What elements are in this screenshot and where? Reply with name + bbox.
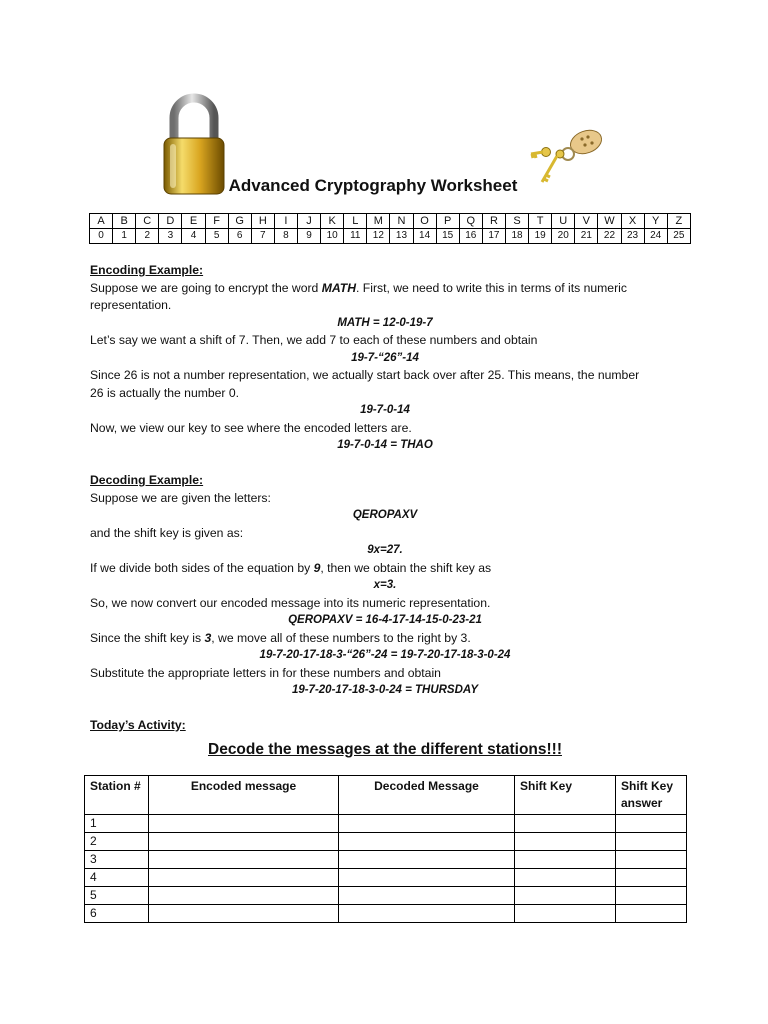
text-segment: If we divide both sides of the equation by (90, 560, 314, 575)
station-number-cell: 2 (85, 833, 149, 851)
alphabet-letter-cell: E (182, 214, 205, 229)
shift-key-cell[interactable] (515, 905, 616, 923)
encoded-message-cell[interactable] (149, 815, 339, 833)
decoding-equation-2: 9x=27. (367, 544, 403, 556)
table-row (85, 887, 687, 905)
alphabet-letter-cell: Q (459, 214, 482, 229)
decoding-paragraph-3 (90, 560, 680, 578)
alphabet-letter-cell: S (505, 214, 528, 229)
word-math: MATH (321, 280, 357, 295)
alphabet-letter-cell: B (113, 214, 136, 229)
worksheet-content (90, 262, 680, 765)
table-row (85, 869, 687, 887)
station-number-cell: 6 (85, 905, 149, 923)
decoding-paragraph-2: and the shift key is given as: (90, 525, 244, 540)
header-shift-key: Shift Key (515, 776, 616, 815)
alphabet-number-cell: 24 (644, 229, 667, 244)
worksheet-title: Advanced Cryptography Worksheet (228, 176, 518, 195)
decoding-equation-4: QEROPAXV = 16-4-17-14-15-0-23-21 (288, 614, 482, 626)
station-number-cell: 3 (85, 851, 149, 869)
station-number-cell: 5 (85, 887, 149, 905)
alphabet-numbers-row (90, 229, 691, 244)
encoding-equation-3: 19-7-0-14 (360, 404, 410, 416)
alphabet-number-cell: 15 (436, 229, 459, 244)
shift-key-cell[interactable] (515, 851, 616, 869)
alphabet-letter-cell: K (321, 214, 344, 229)
decoding-equation-5: 19-7-20-17-18-3-“26”-24 = 19-7-20-17-18-3-0-24 (259, 649, 511, 661)
station-number-cell: 4 (85, 869, 149, 887)
alphabet-letter-cell: Y (644, 214, 667, 229)
encoding-paragraph-3-cont: 26 is actually the number 0. (90, 385, 240, 400)
decoding-paragraph-4: So, we now convert our encoded message into its numeric representation. (90, 595, 491, 610)
header-station: Station # (85, 776, 149, 815)
alphabet-number-cell: 23 (621, 229, 644, 244)
alphabet-number-cell: 3 (159, 229, 182, 244)
alphabet-number-cell: 5 (205, 229, 228, 244)
alphabet-letters-row (90, 214, 691, 229)
decoding-heading: Decoding Example: (90, 473, 204, 487)
shift-key-cell[interactable] (515, 887, 616, 905)
decoding-equation-3: x=3. (373, 579, 397, 591)
encoding-paragraph-1 (90, 280, 680, 298)
stations-table (84, 775, 687, 923)
alphabet-letter-cell: W (598, 214, 621, 229)
shift-key-answer-cell[interactable] (616, 833, 687, 851)
encoded-message-cell[interactable] (149, 905, 339, 923)
decoded-message-cell[interactable] (339, 815, 515, 833)
text-segment: . First, we need to write this in terms of its numeric (356, 280, 627, 295)
decoding-equation-1: QEROPAXV (352, 509, 418, 521)
encoding-paragraph-2: Let’s say we want a shift of 7. Then, we add 7 to each of these numbers and obtain (90, 333, 538, 347)
shift-key-answer-cell[interactable] (616, 851, 687, 869)
decoded-message-cell[interactable] (339, 887, 515, 905)
decoded-message-cell[interactable] (339, 833, 515, 851)
activity-subheading: Decode the messages at the different stations!!! (208, 740, 562, 758)
alphabet-letter-cell: U (552, 214, 575, 229)
shift-key-cell[interactable] (515, 815, 616, 833)
encoding-paragraph-3: Since 26 is not a number representation, we actually start back over after 25. This means, the number (90, 368, 640, 382)
alphabet-letter-cell: C (136, 214, 159, 229)
alphabet-number-cell: 7 (251, 229, 274, 244)
encoding-equation-1: MATH = 12-0-19-7 (337, 316, 433, 329)
shift-key-answer-cell[interactable] (616, 869, 687, 887)
alphabet-number-cell: 16 (459, 229, 482, 244)
shift-key-answer-cell[interactable] (616, 905, 687, 923)
alphabet-number-cell: 2 (136, 229, 159, 244)
encoding-paragraph-1-cont: representation. (90, 298, 172, 312)
activity-heading: Today’s Activity: (90, 718, 186, 732)
station-number-cell: 1 (85, 815, 149, 833)
table-row (85, 851, 687, 869)
decoding-paragraph-1: Suppose we are given the letters: (90, 490, 271, 505)
number-three: 3 (204, 630, 212, 645)
decoding-paragraph-5 (90, 630, 680, 648)
text-segment: Suppose we are going to encrypt the word (90, 280, 322, 295)
text-segment: , then we obtain the shift key as (320, 560, 492, 575)
alphabet-number-cell: 1 (113, 229, 136, 244)
alphabet-number-cell: 19 (529, 229, 552, 244)
alphabet-number-cell: 10 (321, 229, 344, 244)
alphabet-number-cell: 8 (274, 229, 297, 244)
alphabet-number-cell: 9 (297, 229, 320, 244)
alphabet-number-cell: 20 (552, 229, 575, 244)
alphabet-letter-cell: M (367, 214, 390, 229)
alphabet-letter-cell: F (205, 214, 228, 229)
alphabet-letter-cell: L (344, 214, 367, 229)
encoded-message-cell[interactable] (149, 833, 339, 851)
decoded-message-cell[interactable] (339, 851, 515, 869)
encoding-equation-2: 19-7-“26”-14 (351, 351, 419, 364)
decoding-paragraph-6: Substitute the appropriate letters in for these numbers and obtain (90, 665, 441, 680)
alphabet-number-cell: 14 (413, 229, 436, 244)
number-nine: 9 (313, 560, 321, 575)
encoding-paragraph-4: Now, we view our key to see where the encoded letters are. (90, 420, 412, 435)
alphabet-letter-cell: N (390, 214, 413, 229)
text-segment: , we move all of these numbers to the right by 3. (211, 630, 471, 645)
alphabet-number-cell: 0 (90, 229, 113, 244)
decoded-message-cell[interactable] (339, 905, 515, 923)
table-row (85, 905, 687, 923)
alphabet-number-cell: 11 (344, 229, 367, 244)
spacer (90, 700, 680, 718)
alphabet-number-cell: 4 (182, 229, 205, 244)
alphabet-number-cell: 25 (667, 229, 690, 244)
alphabet-letter-cell: J (297, 214, 320, 229)
shift-key-answer-cell[interactable] (616, 815, 687, 833)
header-shift-key-answer: Shift Key answer (616, 776, 687, 815)
alphabet-letter-cell: X (621, 214, 644, 229)
encoded-message-cell[interactable] (149, 851, 339, 869)
alphabet-number-cell: 17 (482, 229, 505, 244)
alphabet-letter-cell: V (575, 214, 598, 229)
alphabet-letter-cell: P (436, 214, 459, 229)
alphabet-number-cell: 18 (505, 229, 528, 244)
alphabet-number-cell: 22 (598, 229, 621, 244)
alphabet-letter-cell: O (413, 214, 436, 229)
alphabet-number-cell: 12 (367, 229, 390, 244)
encoded-message-cell[interactable] (149, 869, 339, 887)
shift-key-cell[interactable] (515, 833, 616, 851)
spacer (90, 455, 680, 473)
alphabet-number-cell: 13 (390, 229, 413, 244)
encoded-message-cell[interactable] (149, 887, 339, 905)
alphabet-number-cell: 6 (228, 229, 251, 244)
alphabet-letter-cell: A (90, 214, 113, 229)
encoding-heading: Encoding Example: (90, 263, 204, 277)
alphabet-letter-cell: Z (667, 214, 690, 229)
shift-key-answer-cell[interactable] (616, 887, 687, 905)
alphabet-key-table (89, 213, 691, 244)
alphabet-letter-cell: I (274, 214, 297, 229)
encoding-equation-4: 19-7-0-14 = THAO (337, 439, 433, 451)
text-segment: Since the shift key is (90, 630, 205, 645)
table-header-row (85, 776, 687, 815)
alphabet-number-cell: 21 (575, 229, 598, 244)
table-row (85, 815, 687, 833)
alphabet-letter-cell: D (159, 214, 182, 229)
header-decoded: Decoded Message (339, 776, 515, 815)
shift-key-cell[interactable] (515, 869, 616, 887)
alphabet-letter-cell: G (228, 214, 251, 229)
stations-table-body (85, 815, 687, 923)
decoding-equation-6: 19-7-20-17-18-3-0-24 = THURSDAY (291, 684, 479, 696)
decoded-message-cell[interactable] (339, 869, 515, 887)
alphabet-letter-cell: H (251, 214, 274, 229)
table-row (85, 833, 687, 851)
alphabet-letter-cell: T (529, 214, 552, 229)
header-encoded: Encoded message (149, 776, 339, 815)
alphabet-letter-cell: R (482, 214, 505, 229)
